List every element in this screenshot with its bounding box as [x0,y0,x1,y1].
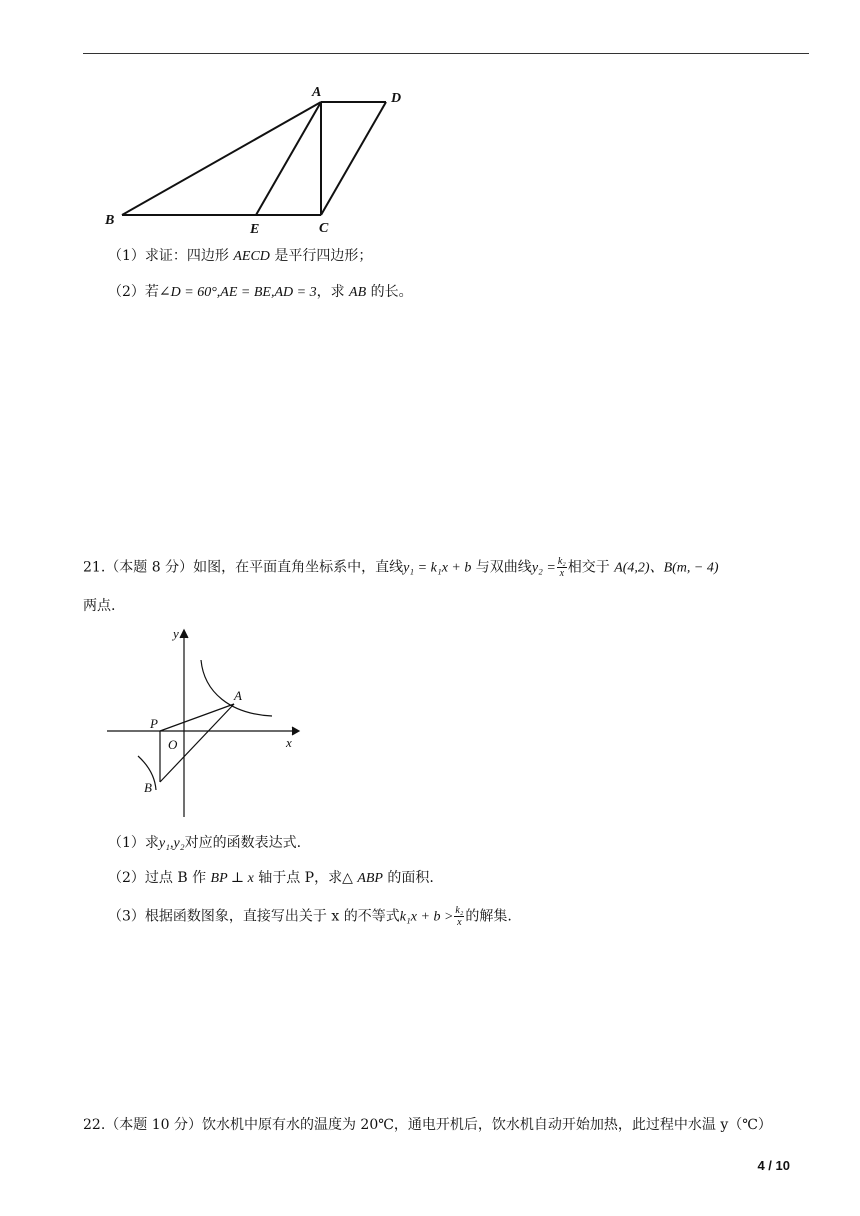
q20-part1-math: AECD [233,249,270,264]
q21-line2: 两点. [83,598,116,614]
q21-line1 [83,556,719,579]
q21-part2-mid: 轴于点 P，求△ [253,870,358,886]
q21-part3-suffix: 的解集. [465,908,512,925]
page-number: 4 / 10 [757,1158,790,1173]
q21-mid: 与双曲线 [471,559,532,576]
figure-coordinate-plane [100,622,310,822]
q21-part2 [108,868,434,889]
q21-fraction [557,556,567,579]
q21-part2-math2: ABP [357,871,383,886]
label-B: B [105,213,115,228]
q21-frac-den: x [559,568,565,579]
q21-part2-math1: BP ⊥ x [210,871,254,886]
axis-x-label: x [286,735,292,750]
q20-part2-prefix: （2）若 [108,284,159,300]
q20-part2 [108,282,413,303]
q21-mid2: 相交于 [567,559,615,576]
label-E: E [250,222,260,237]
q21-part3-frac-den: x [457,917,462,928]
origin-label: O [168,737,178,752]
header-rule [83,53,809,54]
q21-part1-math: y₁,y₂ [158,836,185,851]
q21-part3-prefix: （3）根据函数图象，直接写出关于 x 的不等式 [108,908,400,925]
q21-part2-prefix: （2）过点 B 作 [108,870,211,886]
q21-part1-suffix: 对应的函数表达式. [184,835,302,851]
q21-prefix: 21.（本题 8 分）如图，在平面直角坐标系中，直线 [83,559,404,576]
q21-part1 [108,833,301,854]
point-P-label: P [150,716,158,731]
q20-part1-prefix: （1）求证：四边形 [108,248,234,264]
q21-part1-prefix: （1）求 [108,835,159,851]
q21-part3-math: k₁x + b > [399,909,454,925]
figure-quadrilateral [95,80,425,240]
q20-part2-mid: ，求 [316,284,350,300]
label-A: A [312,85,322,100]
q21-points: A(4,2)、B(m, − 4) [614,560,719,576]
q21-part3-frac-num: k₂ [455,905,464,916]
q21-part3-fraction [454,905,464,928]
q21-frac-num: k₂ [557,556,566,567]
q20-part1-suffix: 是平行四边形； [269,248,373,264]
q21-part2-suffix: 的面积. [382,870,434,886]
point-A-label: A [234,688,242,703]
q20-part2-suffix: 的长。 [366,284,413,300]
q21-eq1: y₁ = k₁x + b [403,560,472,576]
q22-text: 22.（本题 10 分）饮水机中原有水的温度为 20℃，通电开机后，饮水机自动开始加热，此过程中水温 y（℃） [83,1117,772,1133]
q20-part1 [108,246,372,267]
q21-part3 [108,905,512,928]
label-D: D [391,91,402,106]
axis-y-label: y [173,626,179,641]
label-C: C [319,221,329,236]
q21-eq2-lhs: y₂ = [531,560,556,576]
q20-part2-math1: ∠D = 60°,AE = BE,AD = 3 [158,285,317,300]
point-B-label: B [144,780,152,795]
q20-part2-math2: AB [349,285,367,300]
